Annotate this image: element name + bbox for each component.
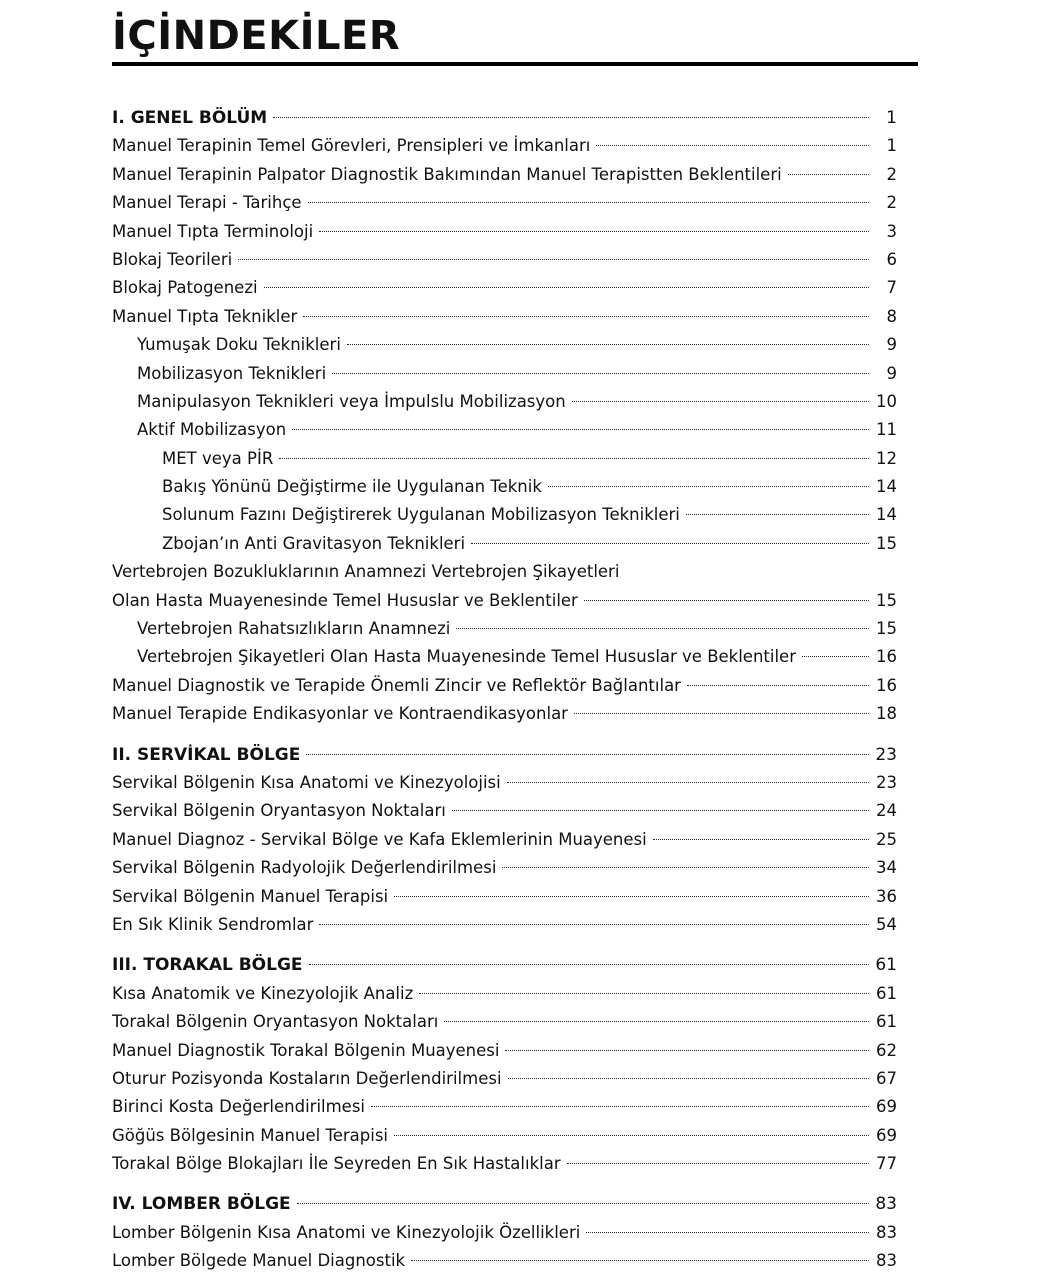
toc-page-number: 15 (876, 590, 897, 610)
toc-entry (112, 1150, 897, 1178)
toc-page-number: 69 (876, 1097, 897, 1117)
toc-entry-label: Manuel Diagnostik Torakal Bölgenin Muayenesi (112, 1040, 500, 1060)
toc-entry-label: Olan Hasta Muayenesinde Temel Hususlar ve Beklentiler (112, 590, 578, 610)
toc-page-number: 62 (876, 1040, 897, 1060)
toc-entry (112, 1008, 897, 1036)
toc-entry-label: Vertebrojen Bozukluklarının Anamnezi Vertebrojen Şikayetleri (112, 562, 620, 582)
toc-entry-label: I. GENEL BÖLÜM (112, 108, 268, 128)
toc-entry-label: Manuel Diagnostik ve Terapide Önemli Zincir ve Reflektör Bağlantılar (112, 675, 681, 695)
toc-entry (112, 797, 897, 825)
toc-entry (112, 303, 897, 331)
toc-page-number: 2 (886, 193, 897, 213)
dot-leader (319, 924, 869, 925)
toc-entry (112, 883, 897, 911)
dot-leader (596, 145, 869, 146)
toc-page-number: 83 (876, 1222, 897, 1242)
dot-leader (686, 514, 869, 515)
toc-entry-label: Manuel Terapi - Tarihçe (112, 193, 302, 213)
toc-entry (112, 189, 897, 217)
dot-leader (567, 1163, 869, 1164)
toc-entry (112, 980, 897, 1008)
toc-entry (112, 1122, 897, 1150)
toc-section-heading (112, 104, 897, 132)
toc-entry (112, 672, 897, 700)
toc-page-number: 34 (876, 858, 897, 878)
toc-entry (112, 445, 897, 473)
toc-page-number: 2 (886, 164, 897, 184)
dot-leader (347, 344, 869, 345)
toc-entry-label: Vertebrojen Rahatsızlıkların Anamnezi (137, 619, 451, 639)
toc-entry (112, 530, 897, 558)
dot-leader (319, 231, 869, 232)
toc-page-number: 36 (876, 886, 897, 906)
toc-entry (112, 473, 897, 501)
dot-leader (309, 964, 869, 965)
dot-leader (586, 1232, 869, 1233)
toc-page-number: 14 (876, 477, 897, 497)
toc-entry-label: Vertebrojen Şikayetleri Olan Hasta Muayenesinde Temel Hususlar ve Beklentiler (137, 647, 796, 667)
toc-entry-label: Servikal Bölgenin Oryantasyon Noktaları (112, 801, 446, 821)
toc-page-number: 25 (876, 829, 897, 849)
toc-entry-label: Servikal Bölgenin Manuel Terapisi (112, 886, 389, 906)
toc-entry (112, 826, 897, 854)
toc-entry-label: Aktif Mobilizasyon (137, 420, 287, 440)
dot-leader (505, 1050, 869, 1051)
toc-entry-label: Blokaj Patogenezi (112, 278, 258, 298)
toc-entry (112, 911, 897, 939)
toc-section-heading (112, 741, 897, 769)
toc-entry (112, 331, 897, 359)
toc-entry-label: En Sık Klinik Sendromlar (112, 914, 314, 934)
toc-entry (112, 388, 897, 416)
toc-entry-label: Manuel Terapinin Palpator Diagnostik Bakımından Manuel Terapistten Beklentileri (112, 164, 782, 184)
toc-entry (112, 1093, 897, 1121)
toc-entry (112, 218, 897, 246)
toc-entry-label: IV. LOMBER BÖLGE (112, 1194, 291, 1215)
toc-entry-label: Oturur Pozisyonda Kostaların Değerlendirilmesi (112, 1068, 502, 1088)
dot-leader (584, 600, 869, 601)
toc-page-number: 11 (876, 420, 897, 440)
toc-entry (112, 587, 897, 615)
toc-entry (112, 416, 897, 444)
dot-leader (306, 754, 869, 755)
toc-section-heading (112, 951, 897, 979)
toc-entry-label: Torakal Bölge Blokajları İle Seyreden En Sık Hastalıklar (112, 1154, 561, 1174)
toc-entry (112, 700, 897, 728)
toc-page-number: 8 (886, 306, 897, 326)
toc-entry-label: Torakal Bölgenin Oryantasyon Noktaları (112, 1012, 439, 1032)
dot-leader (292, 429, 869, 430)
dot-leader (502, 867, 869, 868)
toc-entry (112, 132, 897, 160)
toc-page-number: 9 (886, 363, 897, 383)
toc-entry-label: II. SERVİKAL BÖLGE (112, 744, 301, 765)
toc-page-number: 1 (886, 108, 897, 128)
dot-leader (394, 1135, 869, 1136)
toc-page-number: 12 (876, 448, 897, 468)
toc-entry-label: Yumuşak Doku Teknikleri (137, 335, 341, 355)
toc-entry-label: MET veya PİR (162, 448, 274, 468)
dot-leader (507, 782, 869, 783)
toc-page-number: 67 (876, 1068, 897, 1088)
toc-page-number: 23 (875, 744, 897, 765)
toc-entry-label: Kısa Anatomik ve Kinezyolojik Analiz (112, 983, 414, 1003)
toc-page-number: 9 (886, 335, 897, 355)
toc-entry-label: Zbojan’ın Anti Gravitasyon Teknikleri (162, 533, 466, 553)
toc-entry-label: Lomber Bölgenin Kısa Anatomi ve Kinezyolojik Özellikleri (112, 1222, 581, 1242)
toc-page-number: 16 (876, 647, 897, 667)
dot-leader (332, 373, 869, 374)
dot-leader (471, 543, 869, 544)
toc-entry (112, 1037, 897, 1065)
dot-leader (452, 810, 869, 811)
dot-leader (548, 486, 869, 487)
dot-leader (419, 993, 869, 994)
dot-leader (297, 1203, 869, 1204)
dot-leader (411, 1260, 869, 1261)
toc-entry-label: Manuel Diagnoz - Servikal Bölge ve Kafa Eklemlerinin Muayenesi (112, 829, 647, 849)
toc-page-number: 15 (876, 619, 897, 639)
dot-leader (574, 713, 869, 714)
dot-leader (279, 458, 869, 459)
toc-page-number: 15 (876, 533, 897, 553)
dot-leader (788, 174, 869, 175)
toc-entry (112, 501, 897, 529)
toc-entry (112, 161, 897, 189)
toc-entry-label: Blokaj Teorileri (112, 249, 233, 269)
toc-page-number: 18 (876, 704, 897, 724)
toc-entry-label: Mobilizasyon Teknikleri (137, 363, 327, 383)
toc-entry (112, 643, 897, 671)
dot-leader (508, 1078, 869, 1079)
toc-entry-label: III. TORAKAL BÖLGE (112, 955, 303, 976)
dot-leader (572, 401, 869, 402)
toc-page-number: 24 (876, 801, 897, 821)
dot-leader (371, 1106, 869, 1107)
toc-entry-label: Lomber Bölgede Manuel Diagnostik (112, 1251, 406, 1271)
toc-entry (112, 1219, 897, 1247)
toc-entry-label: Birinci Kosta Değerlendirilmesi (112, 1097, 366, 1117)
toc-page-number: 61 (876, 983, 897, 1003)
title-divider (112, 62, 918, 66)
toc-page-number: 7 (886, 278, 897, 298)
toc-page-number: 6 (886, 249, 897, 269)
toc-entry-label: Manipulasyon Teknikleri veya İmpulslu Mobilizasyon (137, 391, 566, 411)
dot-leader (394, 896, 869, 897)
toc-page-number: 23 (876, 772, 897, 792)
toc-page-number: 16 (876, 675, 897, 695)
toc-page-number: 1 (886, 136, 897, 156)
toc-section-heading (112, 1190, 897, 1218)
toc-entry-label: Manuel Terapide Endikasyonlar ve Kontraendikasyonlar (112, 704, 568, 724)
dot-leader (687, 685, 869, 686)
toc-entry-label: Servikal Bölgenin Kısa Anatomi ve Kinezyolojisi (112, 772, 501, 792)
toc-entry-label: Bakış Yönünü Değiştirme ile Uygulanan Teknik (162, 477, 542, 497)
dot-leader (444, 1021, 869, 1022)
toc-entry (112, 854, 897, 882)
toc-entry (112, 615, 897, 643)
toc-entry-label: Göğüs Bölgesinin Manuel Terapisi (112, 1125, 389, 1145)
toc-page-number: 10 (876, 391, 897, 411)
toc-entry (112, 246, 897, 274)
dot-leader (303, 316, 869, 317)
table-of-contents (112, 104, 897, 1276)
dot-leader (456, 628, 869, 629)
toc-entry (112, 1065, 897, 1093)
toc-entry (112, 274, 897, 302)
toc-page-number: 3 (886, 221, 897, 241)
dot-leader (273, 117, 869, 118)
toc-page-number: 83 (876, 1251, 897, 1271)
toc-page-number: 14 (876, 505, 897, 525)
dot-leader (802, 656, 869, 657)
toc-entry (112, 1247, 897, 1275)
toc-entry (112, 769, 897, 797)
dot-leader (238, 259, 869, 260)
dot-leader (653, 839, 869, 840)
dot-leader (308, 202, 869, 203)
toc-page-number: 61 (876, 1012, 897, 1032)
toc-page-number: 77 (876, 1154, 897, 1174)
toc-page-number: 69 (876, 1125, 897, 1145)
toc-page-number: 61 (875, 955, 897, 976)
page-title: İÇİNDEKİLER (112, 13, 401, 59)
dot-leader (264, 287, 869, 288)
toc-entry (112, 360, 897, 388)
toc-entry-label: Manuel Tıpta Terminoloji (112, 221, 314, 241)
toc-entry (112, 558, 897, 586)
toc-entry-label: Servikal Bölgenin Radyolojik Değerlendirilmesi (112, 858, 497, 878)
toc-page-number: 54 (876, 914, 897, 934)
toc-entry-label: Solunum Fazını Değiştirerek Uygulanan Mobilizasyon Teknikleri (162, 505, 680, 525)
toc-page-number: 83 (875, 1194, 897, 1215)
toc-entry-label: Manuel Tıpta Teknikler (112, 306, 298, 326)
toc-entry-label: Manuel Terapinin Temel Görevleri, Prensipleri ve İmkanları (112, 136, 591, 156)
